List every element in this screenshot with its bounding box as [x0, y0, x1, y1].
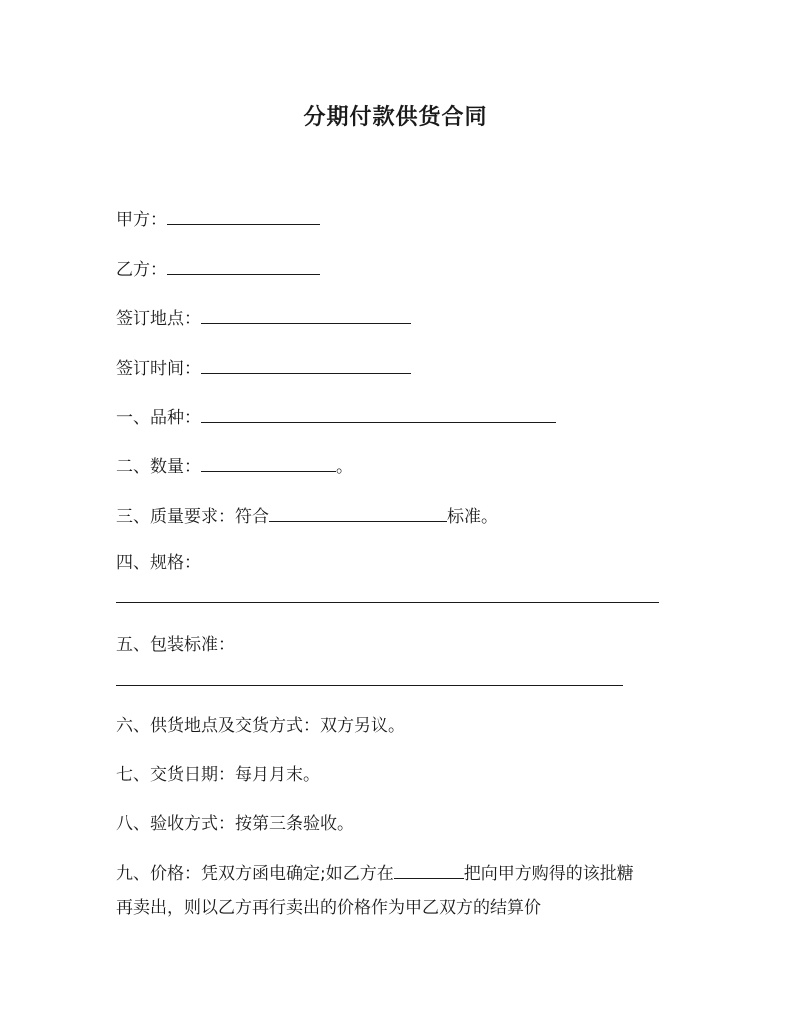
item2-end: 。	[336, 457, 353, 477]
item1-blank	[201, 404, 556, 423]
item2-label: 二、数量：	[116, 457, 201, 477]
item1-line	[116, 404, 556, 430]
item3-label: 三、质量要求：符合	[116, 507, 269, 527]
item9-part2: 把向甲方购得的该批糖	[463, 864, 634, 884]
item2-line	[116, 453, 353, 479]
item3-line	[116, 503, 498, 529]
party-a-blank	[167, 206, 320, 225]
document-title: 分期付款供货合同	[303, 105, 488, 130]
sign-place-blank	[201, 305, 411, 324]
sign-time-label: 签订时间：	[116, 359, 201, 379]
sign-time-line	[116, 355, 411, 381]
item9-line2-text: 再卖出，则以乙方再行卖出的价格作为甲乙双方的结算价	[116, 898, 541, 918]
party-b-blank	[167, 256, 320, 275]
sign-time-blank	[201, 355, 411, 374]
item1-label: 一、品种：	[116, 408, 201, 428]
item9-line-2	[116, 896, 541, 920]
item9-part1: 九、价格：凭双方函电确定;如乙方在	[116, 864, 394, 884]
item2-blank	[201, 453, 336, 472]
item5-blank	[116, 685, 623, 686]
item3-end: 标准。	[447, 507, 498, 527]
item4-label: 四、规格：	[116, 553, 201, 573]
item4-line	[116, 551, 201, 575]
item8-text: 八、验收方式：按第三条验收。	[116, 814, 354, 834]
item4-blank	[116, 602, 659, 603]
party-b-label: 乙方：	[116, 260, 167, 280]
party-b-line	[116, 256, 320, 282]
item6-line	[116, 714, 405, 738]
sign-place-line	[116, 305, 411, 331]
item9-line	[116, 860, 634, 886]
party-a-label: 甲方：	[116, 210, 167, 230]
sign-place-label: 签订地点：	[116, 309, 201, 329]
item7-line	[116, 763, 320, 787]
item8-line	[116, 812, 354, 836]
item6-text: 六、供货地点及交货方式：双方另议。	[116, 716, 405, 736]
item5-line	[116, 633, 235, 657]
item9-blank	[394, 860, 464, 879]
item7-text: 七、交货日期：每月月末。	[116, 765, 320, 785]
item5-label: 五、包装标准：	[116, 635, 235, 655]
item3-blank	[269, 503, 447, 522]
party-a-line	[116, 206, 320, 232]
